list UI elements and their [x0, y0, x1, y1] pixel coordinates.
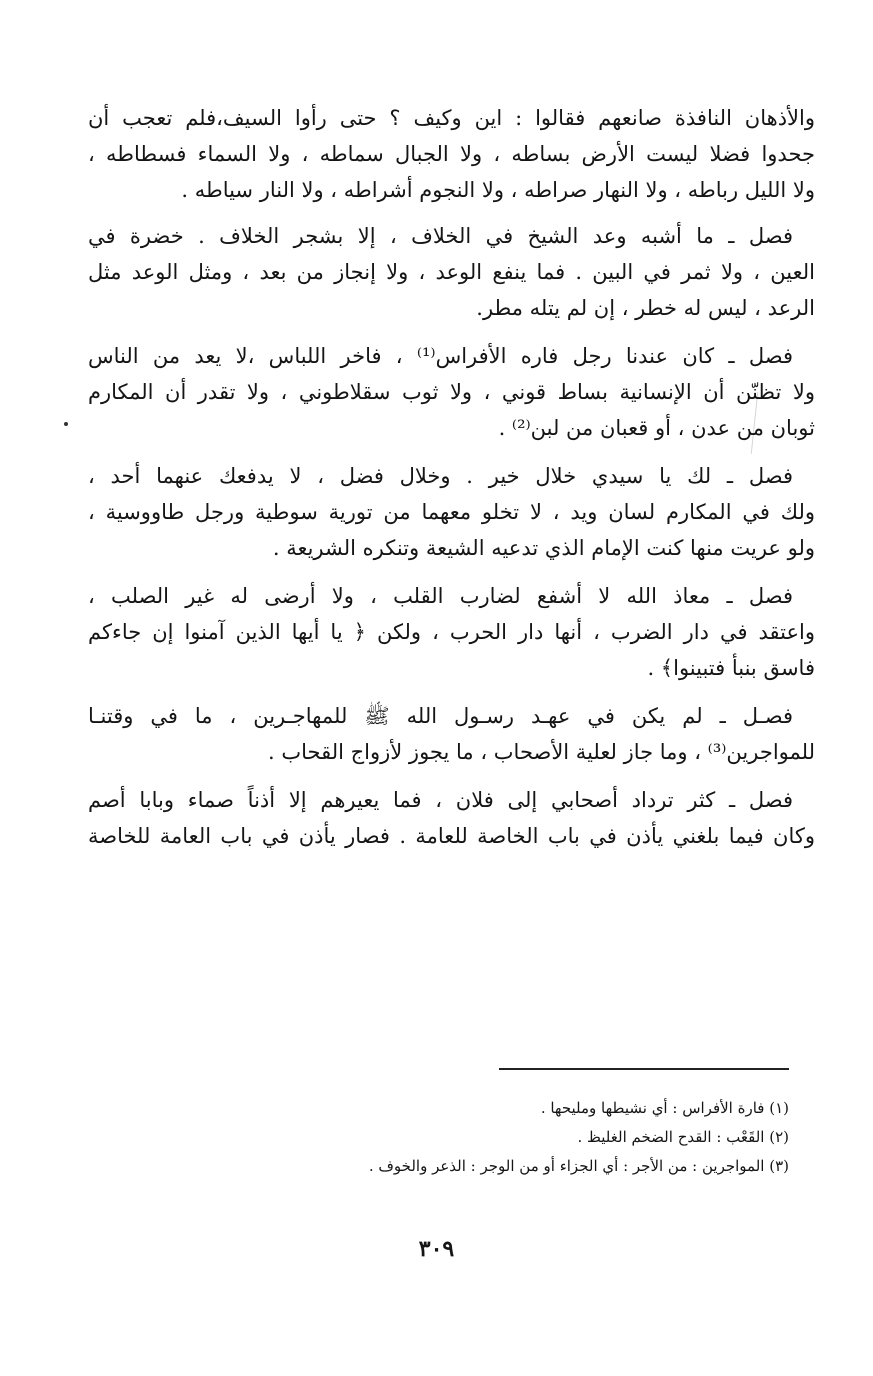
text-line: والأذهان النافذة صانعهم فقالوا : اين وكيف ؟ حتى رأوا السيف،فلم تعجب أن: [88, 106, 815, 130]
paragraph-fasl-3: [88, 458, 815, 566]
text-line: فصل ـ لك يا سيدي خلال خير . وخلال فضل ، لا يدفعك عنهما أحد ،: [88, 464, 793, 488]
footnote-divider: [499, 1068, 789, 1070]
footnote-2: (٢) القَعْب : القدح الضخم الغليظ .: [577, 1128, 789, 1146]
paragraph-intro: [88, 100, 815, 208]
main-text: [88, 100, 815, 866]
text-line: فصل ـ كان عندنا رجل فاره الأفراس⁽¹⁾ ، فاخر اللباس ،لا يعد من الناس: [88, 344, 793, 368]
text-line: ولو عريت منها كنت الإمام الذي تدعيه الشيعة وتنكره الشريعة .: [272, 536, 815, 560]
footnote-1: (١) فارة الأفراس : أي نشيطها ومليحها .: [540, 1099, 789, 1117]
margin-ink-dot: [64, 422, 68, 426]
paragraph-fasl-2: [88, 338, 815, 446]
text-line: واعتقد في دار الضرب ، أنها دار الحرب ، ولكن ﴿ يا أيها الذين آمنوا إن جاءكم: [88, 620, 815, 644]
text-line: وكان فيما بلغني يأذن في باب الخاصة للعامة . فصار يأذن في باب العامة للخاصة: [88, 824, 815, 848]
text-line: ثوبان من عدن ، أو قعبان من لبن⁽²⁾ .: [498, 416, 815, 440]
paragraph-fasl-6: [88, 782, 815, 854]
text-line: فصل ـ معاذ الله لا أشفع لضارب القلب ، ولا أرضى له غير الصلب ،: [88, 584, 793, 608]
text-line: فصـل ـ لم يكن في عهـد رسـول الله ﷺ للمهاجـرين ، ما في وقتنـا: [88, 704, 793, 728]
paragraph-fasl-4: [88, 578, 815, 686]
paragraph-fasl-1: [88, 218, 815, 326]
text-line: فصل ـ ما أشبه وعد الشيخ في الخلاف ، إلا بشجر الخلاف . خضرة في: [88, 224, 793, 248]
text-line: ولا الليل رباطه ، ولا النهار صراطه ، ولا النجوم أشراطه ، ولا النار سياطه .: [181, 178, 815, 202]
footnotes: [169, 1094, 789, 1181]
text-line: الرعد ، ليس له خطر ، إن لم يتله مطر.: [476, 296, 815, 320]
text-line: فصل ـ كثر ترداد أصحابي إلى فلان ، فما يعيرهم إلا أذناً صماء وبابا أصم: [88, 788, 793, 812]
paragraph-fasl-5: [88, 698, 815, 770]
page-number: ٣٠٩: [418, 1236, 455, 1262]
text-line: ولك في المكارم لسان ويد ، لا تخلو معهما من تورية سوطية ورجل طاووسية ،: [88, 500, 815, 524]
text-line: للمواجرين⁽³⁾ ، وما جاز لعلية الأصحاب ، ما يجوز لأزواج القحاب .: [268, 740, 815, 764]
text-line: العين ، ولا ثمر في البين . فما ينفع الوعد ، ولا إنجاز من بعد ، ومثل الوعد مثل: [88, 260, 815, 284]
text-line: جحدوا فضلا ليست الأرض بساطه ، ولا الجبال سماطه ، ولا السماء فسطاطه ،: [88, 142, 815, 166]
text-line: فاسق بنبأ فتبينوا﴾ .: [647, 656, 815, 680]
text-line: ولا تظنّن أن الإنسانية بساط قوني ، ولا ثوب سقلاطوني ، ولا تقدر أن المكارم: [88, 380, 815, 404]
footnote-3: (٣) المواجرين : من الأجر : أي الجزاء أو من الوجر : الذعر والخوف .: [368, 1157, 789, 1175]
